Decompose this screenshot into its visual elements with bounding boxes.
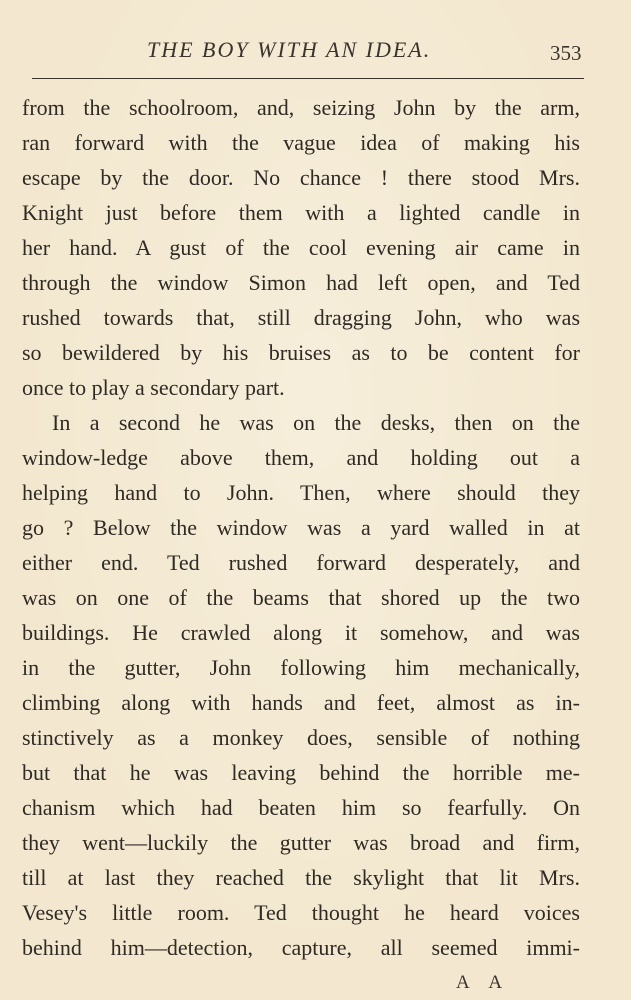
text-line: but that he was leaving behind the horrible me- [22,760,580,785]
body-text [22,90,580,965]
text-line: from the schoolroom, and, seizing John by the arm, [22,95,580,120]
text-line: Knight just before them with a lighted candle in [22,200,580,225]
text-line: window-ledge above them, and holding out a [22,445,580,470]
text-line: helping hand to John. Then, where should they [22,480,580,505]
text-line: they went—luckily the gutter was broad and firm, [22,830,580,855]
text-line: In a second he was on the desks, then on the [52,410,580,435]
text-line: buildings. He crawled along it somehow, and was [22,620,580,645]
text-line: escape by the door. No chance ! there stood Mrs. [22,165,580,190]
text-line: rushed towards that, still dragging John, who was [22,305,580,330]
text-line: her hand. A gust of the cool evening air came in [22,235,580,260]
text-line: till at last they reached the skylight that lit Mrs. [22,865,580,890]
page-number: 353 [550,41,582,65]
signature-mark: A A [456,972,511,993]
text-line: Vesey's little room. Ted thought he heard voices [22,900,580,925]
text-line: once to play a secondary part. [22,375,285,400]
text-line: through the window Simon had left open, and Ted [22,270,580,295]
text-line: stinctively as a monkey does, sensible of nothing [22,725,580,750]
text-line: climbing along with hands and feet, almost as in- [22,690,580,715]
text-line: behind him—detection, capture, all seemed immi- [22,935,580,960]
text-line: was on one of the beams that shored up the two [22,585,580,610]
text-line: so bewildered by his bruises as to be content for [22,340,580,365]
header-rule [32,78,584,79]
text-line: either end. Ted rushed forward desperately, and [22,550,580,575]
text-line: ran forward with the vague idea of making his [22,130,580,155]
text-line: go ? Below the window was a yard walled in at [22,515,580,540]
text-line: chanism which had beaten him so fearfully. On [22,795,580,820]
page-header [0,37,631,71]
text-line: in the gutter, John following him mechanically, [22,655,580,680]
running-title: THE BOY WITH AN IDEA. [147,37,432,62]
